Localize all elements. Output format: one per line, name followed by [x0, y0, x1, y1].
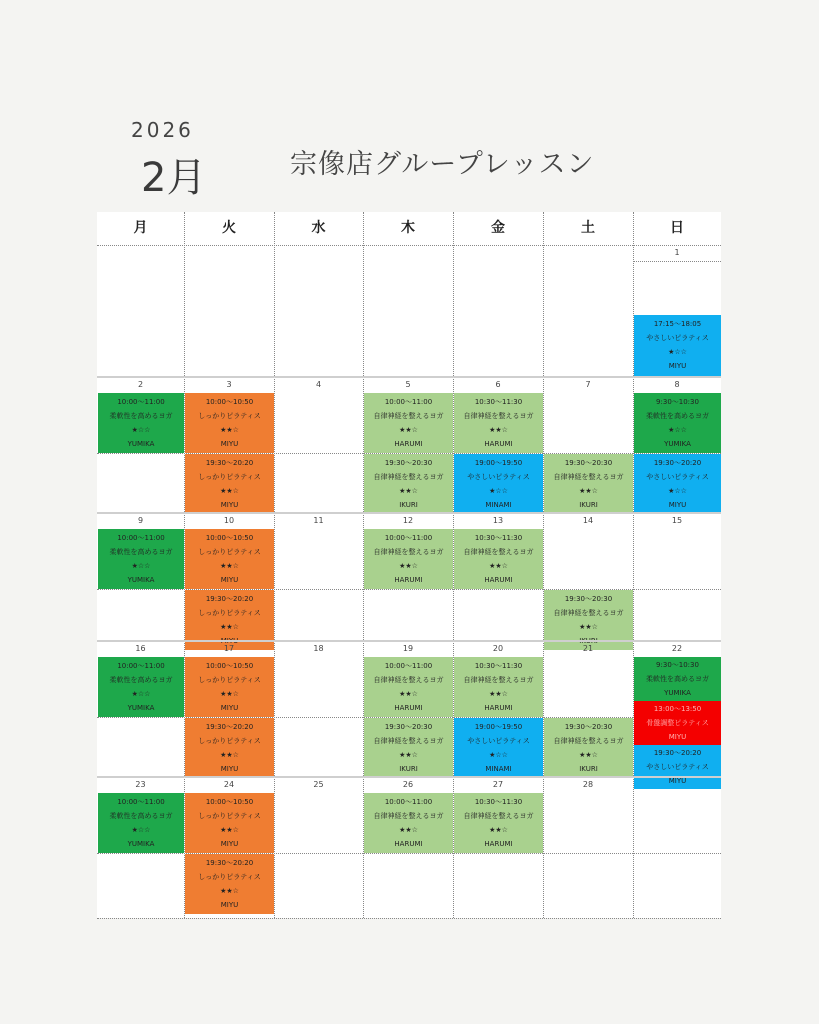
- day-number: 15: [671, 516, 683, 525]
- event-instructor: IKURI: [399, 501, 418, 509]
- event-name: 自律神経を整えるヨガ: [373, 812, 444, 820]
- event-name: 自律神経を整えるヨガ: [373, 548, 444, 556]
- day-number: 25: [313, 780, 324, 789]
- class-event[interactable]: [98, 393, 184, 453]
- event-name: しっかりピラティス: [198, 609, 261, 617]
- event-instructor: MIYU: [220, 440, 239, 448]
- day-number: 9: [137, 516, 144, 525]
- event-name: しっかりピラティス: [198, 676, 261, 684]
- class-event[interactable]: [185, 393, 274, 453]
- event-level: ★★☆: [489, 826, 508, 834]
- class-event[interactable]: [185, 529, 274, 589]
- event-name: しっかりピラティス: [198, 473, 261, 481]
- day-number: 12: [402, 516, 414, 525]
- event-level: ★★☆: [489, 690, 508, 698]
- event-instructor: MIYU: [668, 501, 687, 509]
- event-level: ★☆☆: [131, 562, 151, 570]
- event-instructor: HARUMI: [394, 840, 423, 848]
- event-time: 10:00～11:00: [384, 662, 433, 670]
- event-time: 10:30～11:30: [474, 534, 523, 542]
- event-name: 自律神経を整えるヨガ: [373, 412, 444, 420]
- week-bottom-divider: [97, 918, 721, 919]
- event-time: 10:00～11:00: [384, 398, 433, 406]
- event-time: 9:30～10:30: [656, 661, 699, 669]
- class-event[interactable]: [634, 657, 721, 701]
- event-level: ★☆☆: [131, 826, 151, 834]
- event-time: 10:00～11:00: [117, 534, 165, 542]
- event-level: ★★☆: [220, 426, 239, 434]
- class-event[interactable]: [454, 718, 543, 778]
- event-time: 10:00～11:00: [117, 662, 165, 670]
- event-level: ★★☆: [220, 826, 239, 834]
- event-instructor: YUMIKA: [127, 440, 155, 448]
- calendar-grid: [97, 212, 721, 918]
- event-instructor: MIYU: [220, 704, 239, 712]
- event-instructor: HARUMI: [484, 840, 513, 848]
- event-time: 19:30～20:30: [384, 459, 433, 467]
- event-name: やさしいピラティス: [467, 473, 530, 481]
- event-time: 19:30～20:20: [205, 859, 254, 867]
- event-time: 10:30～11:30: [474, 662, 523, 670]
- event-time: 10:00～11:00: [384, 798, 433, 806]
- event-level: ★★☆: [399, 751, 418, 759]
- event-instructor: IKURI: [399, 765, 418, 773]
- day-number: 14: [582, 516, 594, 525]
- event-name: 自律神経を整えるヨガ: [373, 676, 444, 684]
- day-number: 18: [313, 644, 324, 653]
- class-event[interactable]: [454, 793, 543, 853]
- weekday-header-sun: 日: [670, 220, 684, 236]
- event-instructor: IKURI: [579, 501, 598, 509]
- event-instructor: HARUMI: [484, 576, 513, 584]
- event-level: ★☆☆: [668, 348, 687, 356]
- page-title: 宗像店グループレッスン: [290, 149, 595, 180]
- class-event[interactable]: [185, 854, 274, 914]
- event-time: 19:00～19:50: [474, 723, 523, 731]
- event-time: 19:30～20:20: [205, 595, 254, 603]
- event-time: 10:00～11:00: [384, 534, 433, 542]
- weekday-header-tue: 火: [222, 220, 236, 236]
- header-divider: [97, 245, 721, 246]
- event-level: ★★☆: [399, 826, 418, 834]
- day-number: 2: [137, 380, 144, 389]
- event-time: 19:00～19:50: [474, 459, 523, 467]
- year-label: 2026: [131, 118, 194, 142]
- event-name: 自律神経を整えるヨガ: [553, 609, 624, 617]
- event-instructor: MIYU: [668, 777, 687, 785]
- day-number: 28: [582, 780, 594, 789]
- day-number: 10: [223, 516, 235, 525]
- class-event[interactable]: [634, 315, 721, 377]
- event-name: 柔軟性を高めるヨガ: [109, 548, 173, 556]
- day-number: 11: [313, 516, 324, 525]
- class-event[interactable]: [185, 793, 274, 853]
- class-event[interactable]: [454, 393, 543, 453]
- weekday-header-fri: 金: [491, 220, 505, 236]
- event-time: 19:30～20:30: [384, 723, 433, 731]
- event-level: ★☆☆: [668, 487, 687, 495]
- class-event[interactable]: [544, 454, 633, 514]
- event-instructor: YUMIKA: [127, 840, 155, 848]
- event-instructor: HARUMI: [394, 440, 423, 448]
- class-event[interactable]: [454, 454, 543, 514]
- event-time: 19:30～20:30: [564, 595, 613, 603]
- event-name: 自律神経を整えるヨガ: [463, 676, 534, 684]
- event-instructor: YUMIKA: [664, 689, 691, 697]
- event-instructor: MIYU: [220, 840, 239, 848]
- event-instructor: MIYU: [220, 637, 239, 645]
- day-number: 7: [585, 380, 591, 389]
- event-name: 自律神経を整えるヨガ: [463, 548, 534, 556]
- class-event[interactable]: [364, 718, 453, 778]
- day-number: 8: [674, 380, 680, 389]
- event-time: 19:30～20:30: [564, 723, 613, 731]
- day-number: 24: [223, 780, 235, 789]
- event-instructor: MINAMI: [485, 501, 512, 509]
- day-number: 20: [492, 644, 504, 653]
- class-event[interactable]: [454, 657, 543, 717]
- event-time: 9:30～10:30: [656, 398, 699, 406]
- event-instructor: YUMIKA: [127, 704, 155, 712]
- event-level: ★★☆: [399, 690, 418, 698]
- event-name: 骨盤調整ピラティス: [646, 719, 709, 727]
- event-instructor: IKURI: [579, 765, 598, 773]
- class-event[interactable]: [634, 454, 721, 514]
- class-event[interactable]: [98, 793, 184, 853]
- class-event[interactable]: [364, 529, 453, 589]
- event-name: やさしいピラティス: [646, 763, 709, 771]
- day-number-divider: [633, 261, 721, 262]
- event-name: しっかりピラティス: [198, 412, 261, 420]
- day-number: 3: [226, 380, 232, 389]
- event-name: 自律神経を整えるヨガ: [463, 812, 534, 820]
- event-name: 柔軟性を高めるヨガ: [109, 412, 173, 420]
- event-name: 自律神経を整えるヨガ: [553, 737, 624, 745]
- event-time: 10:00～10:50: [205, 662, 254, 670]
- event-name: やさしいピラティス: [646, 473, 709, 481]
- event-level: ★★☆: [220, 751, 239, 759]
- day-number: 27: [492, 780, 504, 789]
- day-number: 21: [582, 644, 594, 653]
- event-level: ★☆☆: [489, 487, 508, 495]
- event-time: 19:30～20:20: [653, 459, 702, 467]
- event-instructor: MIYU: [220, 901, 239, 909]
- event-level: ★☆☆: [489, 751, 508, 759]
- class-event[interactable]: [634, 701, 721, 745]
- class-event[interactable]: [634, 393, 721, 453]
- event-level: ★☆☆: [131, 690, 151, 698]
- class-event[interactable]: [364, 393, 453, 453]
- event-instructor: MIYU: [220, 576, 239, 584]
- event-level: ★★☆: [220, 487, 239, 495]
- class-event[interactable]: [98, 529, 184, 589]
- class-event[interactable]: [185, 718, 274, 778]
- column-divider: [274, 212, 275, 918]
- event-time: 10:00～10:50: [205, 398, 254, 406]
- event-instructor: HARUMI: [484, 704, 513, 712]
- class-event[interactable]: [185, 657, 274, 717]
- event-name: 自律神経を整えるヨガ: [463, 412, 534, 420]
- weekday-header-sat: 土: [581, 220, 595, 236]
- event-time: 10:00～11:00: [117, 398, 165, 406]
- class-event[interactable]: [634, 745, 721, 789]
- event-level: ★★☆: [579, 487, 598, 495]
- event-name: 自律神経を整えるヨガ: [373, 473, 444, 481]
- event-instructor: YUMIKA: [664, 440, 691, 448]
- event-name: 自律神経を整えるヨガ: [373, 737, 444, 745]
- event-time: 17:15～18:05: [653, 320, 702, 328]
- event-level: ★★☆: [489, 426, 508, 434]
- event-level: ★★☆: [220, 690, 239, 698]
- event-instructor: HARUMI: [394, 704, 423, 712]
- class-event[interactable]: [364, 657, 453, 717]
- month-label: 2月: [141, 155, 207, 201]
- event-time: 10:00～10:50: [205, 798, 254, 806]
- event-time: 10:30～11:30: [474, 398, 523, 406]
- event-time: 10:30～11:30: [474, 798, 523, 806]
- event-time: 19:30～20:30: [564, 459, 613, 467]
- event-level: ★★☆: [489, 562, 508, 570]
- event-instructor: YUMIKA: [127, 576, 155, 584]
- event-level: ★★☆: [399, 426, 418, 434]
- event-level: ★★☆: [220, 623, 239, 631]
- day-number: 17: [223, 644, 235, 653]
- day-number: 13: [492, 516, 504, 525]
- class-event[interactable]: [454, 529, 543, 589]
- event-level: ★★☆: [399, 562, 418, 570]
- event-name: 柔軟性を高めるヨガ: [109, 676, 173, 684]
- weekday-header-mon: 月: [133, 220, 148, 236]
- class-event[interactable]: [544, 718, 633, 778]
- event-instructor: HARUMI: [394, 576, 423, 584]
- day-number: 23: [135, 780, 146, 789]
- class-event[interactable]: [364, 454, 453, 514]
- event-name: 自律神経を整えるヨガ: [553, 473, 624, 481]
- event-instructor: MINAMI: [485, 765, 512, 773]
- event-time: 10:00～10:50: [205, 534, 254, 542]
- day-number: 4: [315, 380, 322, 389]
- event-level: ★★☆: [399, 487, 418, 495]
- day-number: 26: [402, 780, 414, 789]
- column-divider: [543, 212, 544, 918]
- event-name: しっかりピラティス: [198, 548, 261, 556]
- event-instructor: MIYU: [220, 501, 239, 509]
- event-name: しっかりピラティス: [198, 737, 261, 745]
- event-level: ★★☆: [220, 887, 239, 895]
- class-event[interactable]: [98, 657, 184, 717]
- event-name: 柔軟性を高めるヨガ: [646, 675, 709, 683]
- event-instructor: MIYU: [220, 765, 239, 773]
- event-time: 19:30～20:20: [205, 459, 254, 467]
- event-level: ★★☆: [579, 623, 598, 631]
- day-number: 5: [405, 380, 411, 389]
- day-number: 16: [135, 644, 146, 653]
- event-name: やさしいピラティス: [467, 737, 530, 745]
- event-level: ★★☆: [579, 751, 598, 759]
- class-event[interactable]: [185, 454, 274, 514]
- event-name: しっかりピラティス: [198, 812, 261, 820]
- event-level: ★☆☆: [131, 426, 151, 434]
- event-time: 19:30～20:20: [653, 749, 702, 757]
- event-level: ★☆☆: [668, 426, 687, 434]
- day-number: 1: [674, 248, 680, 257]
- event-instructor: MIYU: [668, 733, 687, 741]
- weekday-header-thu: 木: [401, 220, 415, 236]
- event-level: ★★☆: [220, 562, 239, 570]
- event-time: 13:00～13:50: [653, 705, 702, 713]
- day-number: 6: [495, 380, 501, 389]
- event-time: 10:00～11:00: [117, 798, 165, 806]
- event-instructor: HARUMI: [484, 440, 513, 448]
- event-name: しっかりピラティス: [198, 873, 261, 881]
- event-name: 柔軟性を高めるヨガ: [646, 412, 709, 420]
- event-name: 柔軟性を高めるヨガ: [109, 812, 173, 820]
- class-event[interactable]: [364, 793, 453, 853]
- event-name: やさしいピラティス: [646, 334, 709, 342]
- weekday-header-wed: 水: [311, 220, 326, 236]
- day-number: 19: [402, 644, 414, 653]
- event-instructor: IKURI: [579, 637, 598, 645]
- event-instructor: MIYU: [668, 362, 687, 370]
- event-time: 19:30～20:20: [205, 723, 254, 731]
- day-number: 22: [671, 644, 683, 653]
